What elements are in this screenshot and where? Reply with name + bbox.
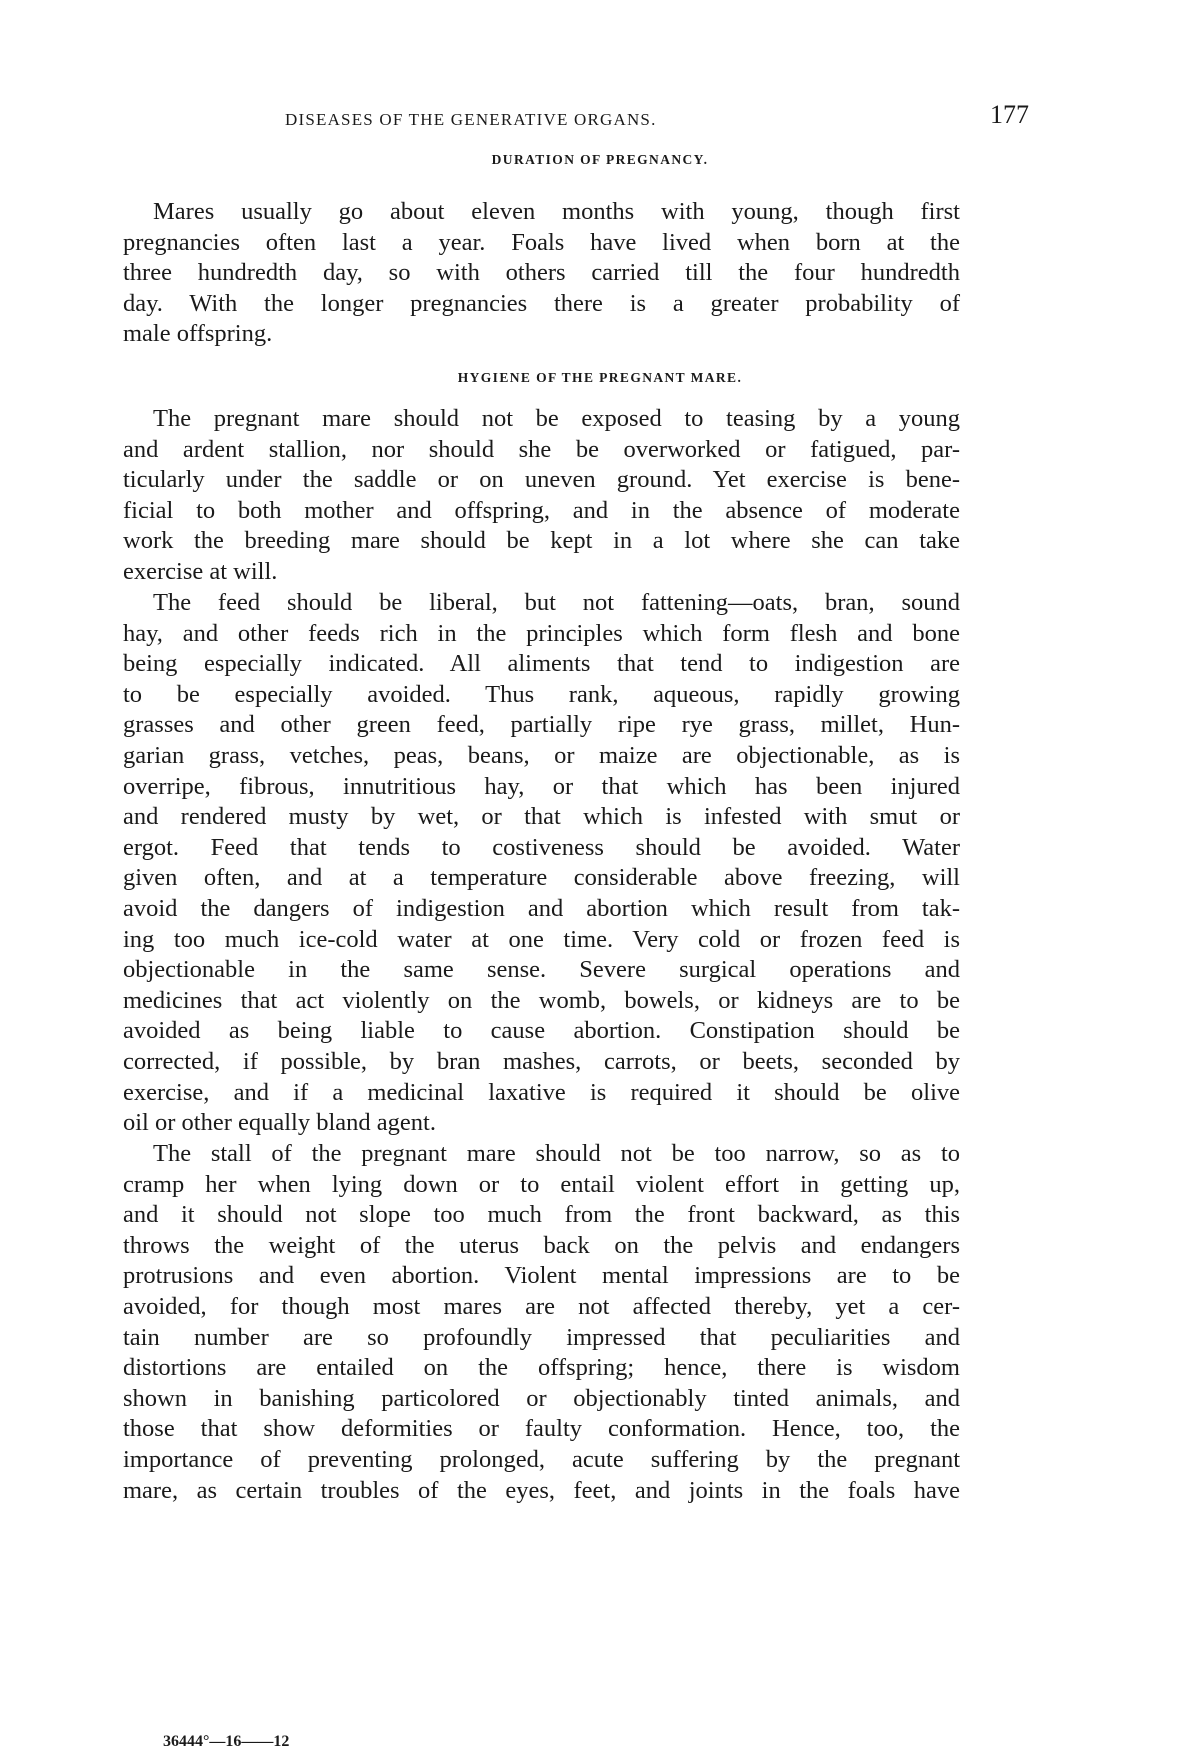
text-line: being especially indicated. All aliments that tend to indigestion are xyxy=(123,650,960,678)
text-line: mare, as certain troubles of the eyes, feet, and joints in the foals have xyxy=(123,1476,960,1504)
section-heading-duration: DURATION OF PREGNANCY. xyxy=(491,152,709,167)
text-line: oil or other equally bland agent. xyxy=(123,1109,436,1137)
paragraph-duration xyxy=(123,197,960,350)
running-title: DISEASES OF THE GENERATIVE ORGANS. xyxy=(285,110,657,129)
text-line: ergot. Feed that tends to costiveness should be avoided. Water xyxy=(123,833,960,861)
text-line: distortions are entailed on the offspring; hence, there is wisdom xyxy=(123,1354,960,1382)
text-line: corrected, if possible, by bran mashes, carrots, or beets, seconded by xyxy=(123,1047,960,1075)
text-line: importance of preventing prolonged, acute suffering by the pregnant xyxy=(123,1445,960,1473)
text-line: those that show deformities or faulty conformation. Hence, too, the xyxy=(123,1415,960,1443)
text-line: ficial to both mother and offspring, and in the absence of moderate xyxy=(123,496,960,524)
text-line: throws the weight of the uterus back on the pelvis and endangers xyxy=(123,1231,960,1259)
text-line: avoided as being liable to cause abortion. Constipation should be xyxy=(123,1017,960,1045)
text-line: ing too much ice-cold water at one time. Very cold or frozen feed is xyxy=(123,925,960,953)
text-line: The stall of the pregnant mare should not be too narrow, so as to xyxy=(153,1140,960,1167)
text-line: cramp her when lying down or to entail violent effort in getting up, xyxy=(123,1170,960,1198)
section-heading-hygiene: HYGIENE OF THE PREGNANT MARE. xyxy=(457,370,743,385)
text-line: The feed should be liberal, but not fattening—oats, bran, sound xyxy=(153,589,960,616)
text-line: to be especially avoided. Thus rank, aqueous, rapidly growing xyxy=(123,680,960,708)
text-line: garian grass, vetches, peas, beans, or maize are objectionable, as is xyxy=(123,741,960,769)
text-line: work the breeding mare should be kept in a lot where she can take xyxy=(123,527,960,555)
text-line: day. With the longer pregnancies there is a greater probability of xyxy=(123,289,960,317)
text-line: three hundredth day, so with others carried till the four hundredth xyxy=(123,259,960,287)
page-number: 177 xyxy=(990,100,1029,129)
text-line: Mares usually go about eleven months with young, though first xyxy=(153,198,960,225)
text-line: overripe, fibrous, innutritious hay, or that which has been injured xyxy=(123,772,960,800)
text-line: ticularly under the saddle or on uneven ground. Yet exercise is bene- xyxy=(123,466,960,494)
text-line: male offspring. xyxy=(123,320,273,348)
text-line: objectionable in the same sense. Severe surgical operations and xyxy=(123,956,960,984)
text-line: avoided, for though most mares are not affected thereby, yet a cer- xyxy=(123,1292,960,1320)
text-line: The pregnant mare should not be exposed to teasing by a young xyxy=(153,405,960,432)
text-line: exercise, and if a medicinal laxative is required it should be olive xyxy=(123,1078,960,1106)
paragraph-hygiene-stall xyxy=(123,1139,960,1506)
text-line: medicines that act violently on the womb, bowels, or kidneys are to be xyxy=(123,986,960,1014)
text-line: and ardent stallion, nor should she be overworked or fatigued, par- xyxy=(123,435,960,463)
text-line: and it should not slope too much from the front backward, as this xyxy=(123,1201,960,1229)
text-line: avoid the dangers of indigestion and abortion which result from tak- xyxy=(123,894,960,922)
paragraph-hygiene-exercise xyxy=(123,404,960,588)
text-line: and rendered musty by wet, or that which is infested with smut or xyxy=(123,803,960,831)
text-line: protrusions and even abortion. Violent mental impressions are to be xyxy=(123,1262,960,1290)
text-line: given often, and at a temperature considerable above freezing, will xyxy=(123,864,960,892)
signature-mark: 36444°—16——12 xyxy=(163,1733,290,1750)
text-line: shown in banishing particolored or objectionably tinted animals, and xyxy=(123,1384,960,1412)
text-line: grasses and other green feed, partially ripe rye grass, millet, Hun- xyxy=(123,711,960,739)
text-line: pregnancies often last a year. Foals have lived when born at the xyxy=(123,228,960,256)
text-line: hay, and other feeds rich in the principles which form flesh and bone xyxy=(123,619,960,647)
text-line: tain number are so profoundly impressed that peculiarities and xyxy=(123,1323,960,1351)
paragraph-hygiene-feed xyxy=(123,588,960,1139)
text-line: exercise at will. xyxy=(123,557,278,585)
